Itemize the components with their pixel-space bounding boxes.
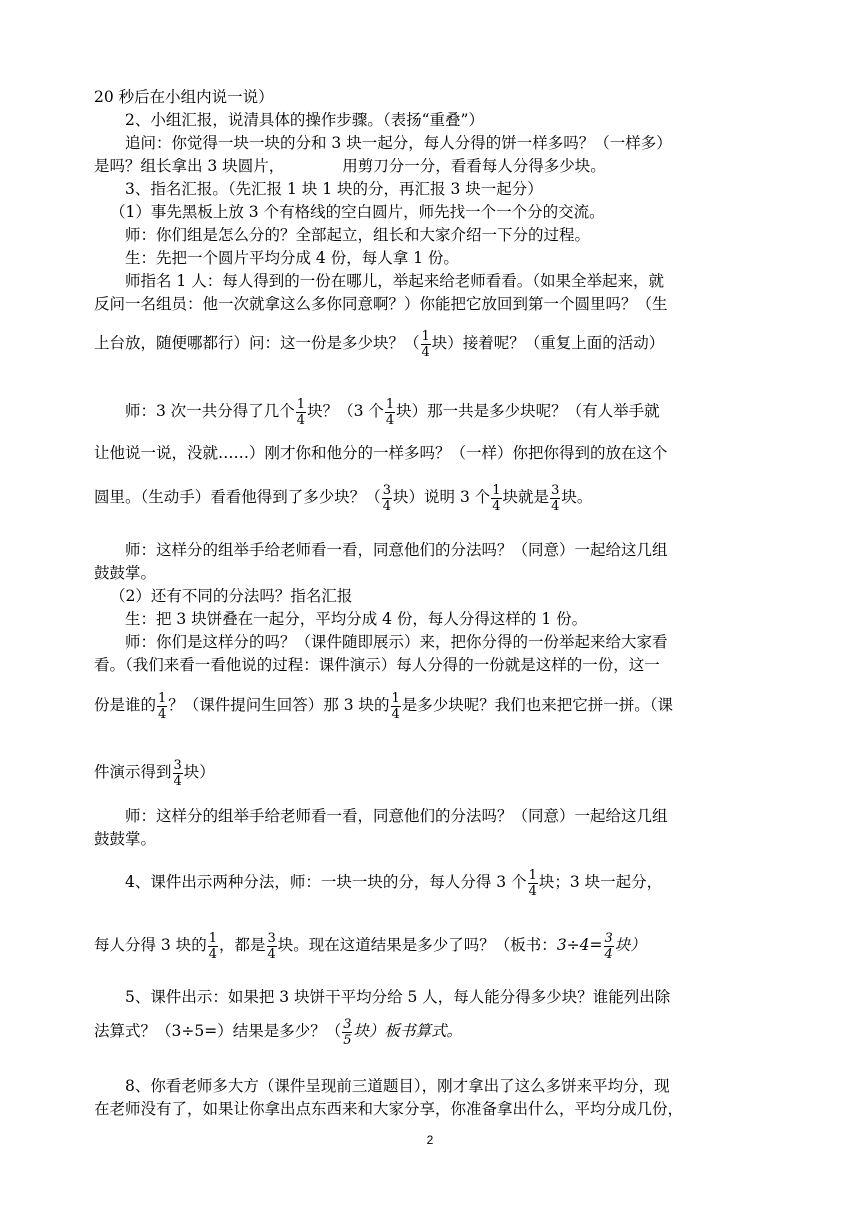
text-line: 是吗？组长拿出 3 块圆片， 用剪刀分一分，看看每人分得多少块。 [94, 157, 606, 175]
text-line: 生：先把一个圆片平均分成 4 份，每人拿 1 份。 [125, 249, 459, 267]
text-line: 鼓鼓掌。 [94, 830, 157, 848]
text-line: 2、小组汇报，说清具体的操作步骤。（表扬“重叠”） [125, 111, 484, 129]
text-line: 师：这样分的组举手给老师看一看，同意他们的分法吗？（同意）一起给这几组 [125, 807, 668, 825]
text-line: 5、课件出示：如果把 3 块饼干平均分给 5 人，每人能分得多少块？谁能列出除 [125, 988, 671, 1006]
text-line: 追问：你觉得一块一块的分和 3 块一起分，每人分得的饼一样多吗？（一样多） [125, 134, 672, 152]
fraction: $\frac{1}{4}$ [158, 690, 167, 722]
fraction: $\frac{3}{4}$ [551, 482, 560, 514]
text-line: 看。（我们来看一看他说的过程：课件演示）每人分得的一份就是这样的一份，这一 [94, 656, 660, 674]
fraction: $\frac{1}{4}$ [385, 396, 395, 428]
text-line: 师：这样分的组举手给老师看一看，同意他们的分法吗？（同意）一起给这几组 [125, 541, 668, 559]
fraction: $\frac{1}{4}$ [492, 482, 501, 514]
fraction: $\frac{1}{4}$ [296, 396, 306, 428]
text-line: 份是谁的 $\frac{1}{4}$ ？（课件提问生回答）那 3 块的 $\frac{1}{4}$ 是多少块呢？我们也来把它拼一拼。（课 [94, 690, 674, 722]
text-line: 反问一名组员：他一次就拿这么多你同意啊？）你能把它放回到第一个圆里吗？（生 [94, 295, 668, 313]
text-line: 3、指名汇报。（先汇报 1 块 1 块的分，再汇报 3 块一起分） [125, 180, 543, 198]
fraction: $\frac{3}{4}$ [173, 757, 182, 789]
fraction: $\frac{3}{4}$ [267, 930, 276, 962]
fraction: $\frac{1}{4}$ [421, 328, 430, 360]
text-line: 圆里。（生动手）看看他得到了多少块？（ $\frac{3}{4}$ 块）说明 3 个 $\frac{1}{4}$ 块就是 $\frac{3}{4}$ 块。 [94, 482, 593, 514]
fraction: $\frac{3}{4}$ [604, 930, 613, 962]
text-line: （2）还有不同的分法吗？指名汇报 [110, 587, 353, 605]
text-line: 20 秒后在小组内说一说） [94, 88, 274, 106]
fraction: $\frac{3}{5}$ [343, 1016, 352, 1048]
text-line: 上台放，随便哪都行）问：这一份是多少块？（ $\frac{1}{4}$ 块）接着呢？（重复上面的活动） [94, 328, 665, 360]
text-line: 生：把 3 块饼叠在一起分，平均分成 4 份，每人分得这样的 1 份。 [125, 610, 588, 628]
text-line: 4、课件出示两种分法，师：一块一块的分，每人分得 3 个 $\frac{1}{4}$ 块；3 块一起分， [125, 867, 663, 899]
text-line: 让他说一说，没就……）刚才你和他分的一样多吗？（一样）你把你得到的放在这个 [94, 444, 668, 462]
text-line: 8、你看老师多大方（课件呈现前三道题目），刚才拿出了这么多饼来平均分，现 [125, 1077, 670, 1095]
fraction: $\frac{1}{4}$ [208, 930, 217, 962]
text-line: 每人分得 3 块的 $\frac{1}{4}$ ，都是 $\frac{3}{4}$ 块。现在这道结果是多少了吗？（板书：3÷4= $\frac{3}{4}$ 块） [94, 930, 646, 962]
text-line: 师：3 次一共分得了几个 $\frac{1}{4}$ 块？（3 个 $\frac{1}{4}$ 块）那一共是多少块呢？（有人举手就 [125, 396, 660, 428]
text-line: 师：你们是这样分的吗？（课件随即展示）来，把你分得的一份举起来给大家看 [125, 633, 668, 651]
text-line: 法算式？（3÷5=）结果是多少？（ $\frac{3}{5}$ 块）板书算式。 [94, 1016, 463, 1048]
fraction: $\frac{1}{4}$ [391, 690, 400, 722]
text-line: 师：你们组是怎么分的？全部起立，组长和大家介绍一下分的过程。 [125, 226, 591, 244]
text-line: 件演示得到 $\frac{3}{4}$ 块） [94, 757, 215, 789]
fraction: $\frac{3}{4}$ [382, 482, 392, 514]
text-line: 鼓鼓掌。 [94, 564, 157, 582]
text-line: 在老师没有了，如果让你拿出点东西来和大家分享，你准备拿出什么，平均分成几份， [94, 1100, 684, 1118]
text-line: 师指名 1 人：每人得到的一份在哪儿，举起来给老师看看。（如果全举起来，就 [125, 272, 664, 290]
page-number: 2 [426, 1133, 434, 1147]
text-line: （1）事先黑板上放 3 个有格线的空白圆片，师先找一个一个分的交流。 [110, 203, 605, 221]
fraction: $\frac{1}{4}$ [528, 867, 537, 899]
